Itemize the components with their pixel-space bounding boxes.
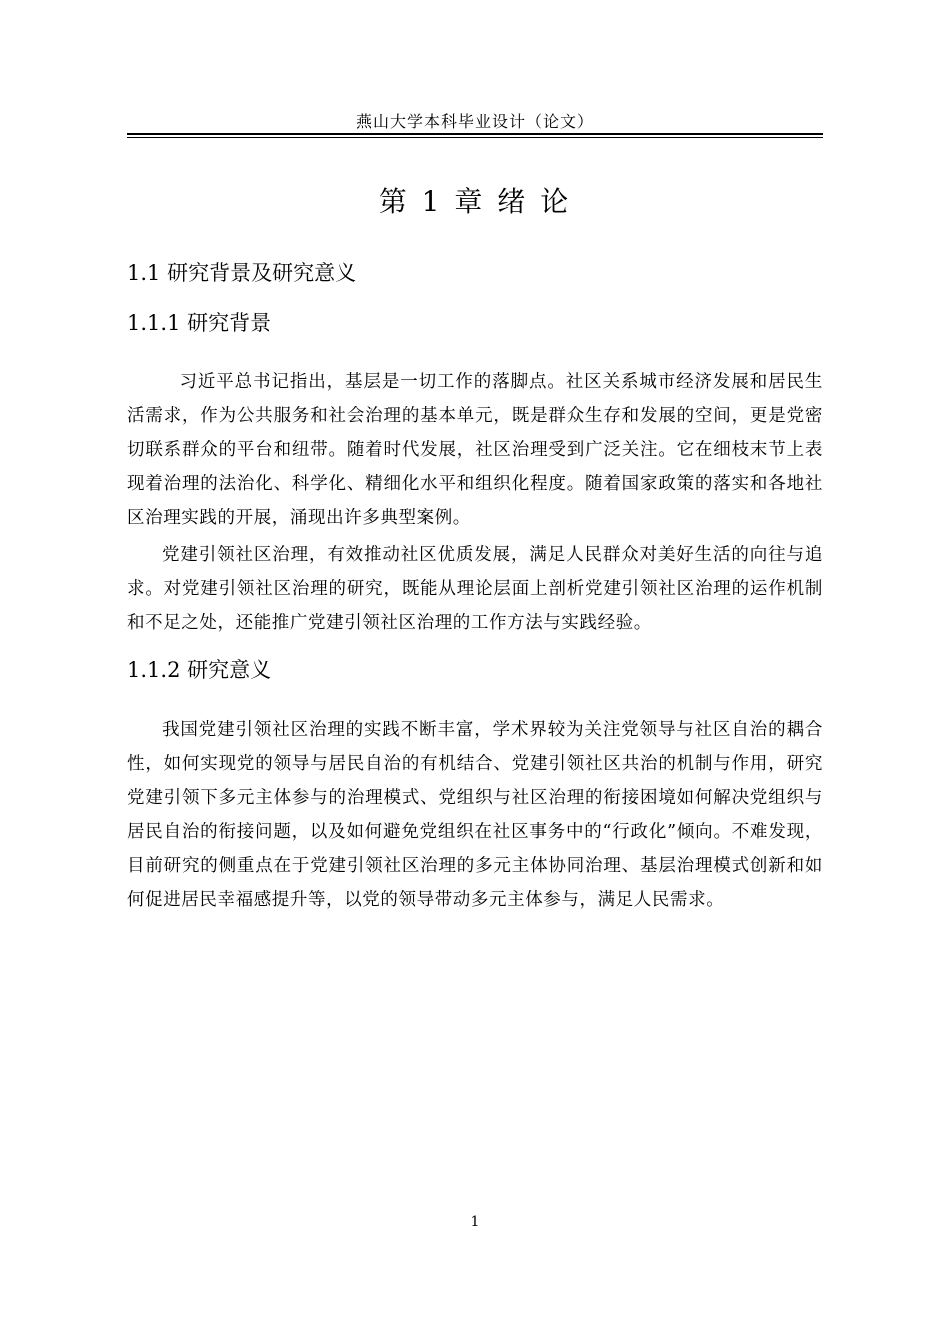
header-rule-thick xyxy=(127,133,823,135)
section-heading-1-1-1: 1.1.1 研究背景 xyxy=(127,311,272,335)
section-heading-1-1-2: 1.1.2 研究意义 xyxy=(127,658,272,682)
section-heading-1-1: 1.1 研究背景及研究意义 xyxy=(127,261,357,285)
paragraph-significance: 我国党建引领社区治理的实践不断丰富，学术界较为关注党领导与社区自治的耦合性，如何实现党的领导与居民自治的有机结合、党建引领社区共治的机制与作用，研究党建引领下多元主体参与的治理模式、党组织与社区治理的衔接困境如何解决党组织与居民自治的衔接问题，以及如何避免党组织在社区事务中的“行政化”倾向。不难发现，目前研究的侧重点在于党建引领社区治理的多元主体协同治理、基层治理模式创新和如何促进居民幸福感提升等，以党的领导带动多元主体参与，满足人民需求。 xyxy=(127,720,823,910)
page-number: 1 xyxy=(470,1214,480,1230)
header-rule-thin xyxy=(127,137,823,138)
page-header: 燕山大学本科毕业设计（论文） xyxy=(355,112,594,131)
chapter-title: 第 1 章 绪 论 xyxy=(378,185,572,218)
paragraph-background-1: 习近平总书记指出，基层是一切工作的落脚点。社区关系城市经济发展和居民生活需求，作为公共服务和社会治理的基本单元，既是群众生存和发展的空间，更是党密切联系群众的平台和纽带。随着时代发展，社区治理受到广泛关注。它在细枝末节上表现着治理的法治化、科学化、精细化水平和组织化程度。随着国家政策的落实和各地社区治理实践的开展，涌现出许多典型案例。 xyxy=(127,372,823,528)
paragraph-background-2: 党建引领社区治理，有效推动社区优质发展，满足人民群众对美好生活的向往与追求。对党建引领社区治理的研究，既能从理论层面上剖析党建引领社区治理的运作机制和不足之处，还能推广党建引领社区治理的工作方法与实践经验。 xyxy=(127,545,823,633)
